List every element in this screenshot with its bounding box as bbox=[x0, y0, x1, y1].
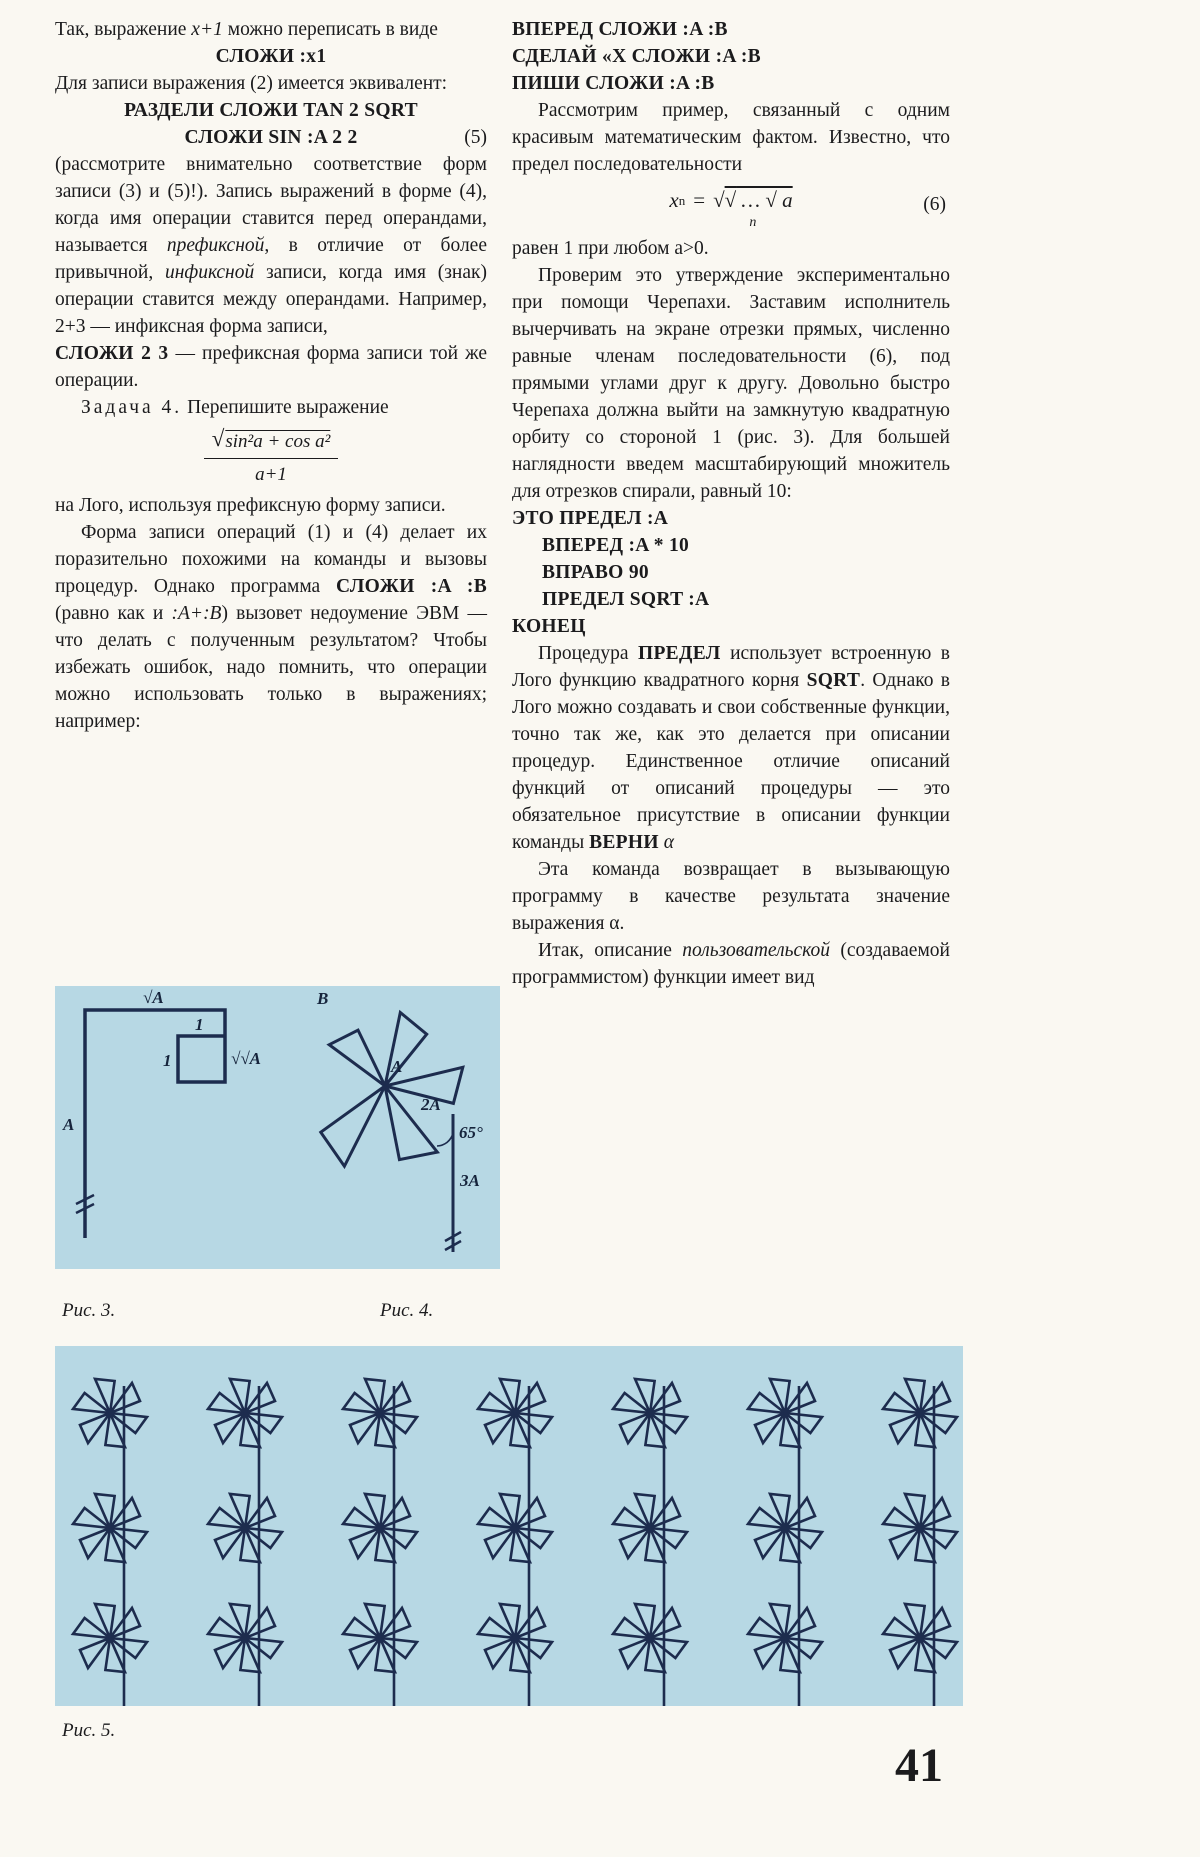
text: использует встроенную в Лого функцию квадратного корня bbox=[512, 643, 950, 691]
radicand: … √ a bbox=[736, 188, 793, 212]
text: Форма записи операций (1) и (4) делает их поразительно похожими на команды и вызовы процедур. Однако программа bbox=[55, 522, 487, 597]
math-inline: x+1 bbox=[191, 19, 223, 40]
text: Так, выражение bbox=[55, 19, 192, 40]
code-line: СЛОЖИ :x1 bbox=[215, 46, 327, 67]
code-line bbox=[55, 124, 487, 151]
equation-6 bbox=[512, 187, 950, 230]
paragraph bbox=[512, 937, 950, 991]
task-heading bbox=[55, 394, 487, 421]
equation-5 bbox=[55, 97, 487, 151]
text: , в отличие от более привычной, bbox=[55, 235, 487, 283]
equation-number: (5) bbox=[464, 127, 487, 148]
radical-sign: √ bbox=[713, 188, 725, 212]
radicand: sin²a + cos a² bbox=[225, 431, 331, 452]
text: (рассмотрите внимательно соответствие форм записи (3) и (5)!). Запись выражений в форме (4), когда имя операции ставится перед операндами, называется bbox=[55, 154, 487, 256]
emphasis: пользовательской bbox=[682, 940, 831, 961]
code-inline: ПРЕДЕЛ bbox=[638, 643, 721, 664]
right-column bbox=[512, 16, 950, 991]
code-line: ЭТО ПРЕДЕЛ :A bbox=[512, 508, 669, 529]
text: можно переписать в виде bbox=[222, 19, 438, 40]
radical bbox=[713, 187, 793, 214]
figure-3-4-panel bbox=[55, 986, 500, 1269]
code-line: СДЕЛАЙ «X СЛОЖИ :A :B bbox=[512, 46, 761, 67]
fraction bbox=[204, 428, 339, 488]
text: — префиксная форма записи той же операции. bbox=[55, 343, 487, 391]
fig4-label-B: B bbox=[317, 989, 329, 1008]
text: Проверим это утверждение экспериментально при помощи Черепахи. Заставим исполнитель вычерчивать на экране отрезки прямых, численно равные членам последовательности (6), под прямыми углами друг к другу. Довольно быстро Черепаха должна выйти на замкнутую квадратную орбиту со стороной 1 (рис. 3). Для большей наглядности введем масштабирующий множитель для отрезков спирали, равный 10: bbox=[512, 265, 950, 502]
code-inline: ВЕРНИ bbox=[589, 832, 659, 853]
fraction-denominator: a+1 bbox=[204, 458, 339, 488]
text: (равно как и bbox=[55, 603, 172, 624]
fig3-label-one-left: 1 bbox=[163, 1051, 172, 1070]
math-subscript: n bbox=[678, 193, 686, 208]
paragraph bbox=[512, 235, 950, 262]
underbrace-label: n bbox=[749, 215, 757, 230]
equals-sign: = bbox=[693, 188, 706, 212]
text: Процедура bbox=[538, 643, 638, 664]
paragraph bbox=[55, 16, 487, 43]
text: СЛОЖИ SIN :A 2 2 bbox=[184, 127, 358, 148]
text: (создаваемой программистом) функции имеет вид bbox=[512, 940, 950, 988]
text: Итак, описание bbox=[538, 940, 683, 961]
equation-number: (6) bbox=[923, 194, 946, 215]
paragraph bbox=[512, 856, 950, 937]
paragraph bbox=[55, 340, 487, 394]
fig4-label-angle: 65° bbox=[459, 1123, 483, 1142]
paragraph bbox=[55, 519, 487, 735]
procedure-listing bbox=[512, 505, 950, 640]
text: Для записи выражения (2) имеется эквивалент: bbox=[55, 73, 448, 94]
figure-4-caption: Рис. 4. bbox=[380, 1300, 434, 1321]
code-line: КОНЕЦ bbox=[512, 616, 586, 637]
code-inline: СЛОЖИ 2 3 bbox=[55, 343, 169, 364]
code-line: ПРЕДЕЛ SQRT :A bbox=[542, 589, 710, 610]
math-var: α bbox=[658, 832, 674, 853]
fig3-label-sqrt-sqrtA: √√A bbox=[231, 1049, 261, 1068]
text: записи, когда имя (знак) операции ставится между операндами. Например, 2+3 — инфиксная форма записи, bbox=[55, 262, 487, 337]
paragraph bbox=[512, 640, 950, 856]
fig5-pinwheel-grid bbox=[55, 1346, 963, 1706]
fig4-label-2A: 2A bbox=[421, 1095, 441, 1114]
text: равен 1 при любом a>0. bbox=[512, 238, 709, 259]
text: Перепишите выражение bbox=[187, 397, 389, 418]
text: Рассмотрим пример, связанный с одним красивым математическим фактом. Известно, что предел последовательности bbox=[512, 100, 950, 175]
text: на Лого, используя префиксную форму записи. bbox=[55, 495, 446, 516]
task-label: Задача 4. bbox=[81, 397, 183, 418]
code-line: ВПРАВО 90 bbox=[542, 562, 649, 583]
fig3-fig4-drawing bbox=[55, 986, 500, 1269]
text: . Однако в Лого можно создавать и свои собственные функции, точно так же, как это делается при описании процедур. Единственное отличие описаний функций от описаний процедуры — это обязательное присутствие в описании функции команды bbox=[512, 670, 950, 853]
figure-5-caption: Рис. 5. bbox=[62, 1720, 116, 1741]
fig5-columns bbox=[69, 1372, 961, 1706]
paragraph bbox=[512, 97, 950, 178]
emphasis: префиксной bbox=[166, 235, 265, 256]
fraction-numerator bbox=[204, 428, 339, 458]
fig4-triangle-spiral bbox=[314, 989, 483, 1252]
page-number: 41 bbox=[895, 1739, 943, 1792]
equation-task4 bbox=[55, 428, 487, 488]
fig3-label-sqrtA: √A bbox=[143, 988, 164, 1007]
math-var: x bbox=[669, 188, 679, 212]
code-inline: СЛОЖИ :A :B bbox=[335, 576, 487, 597]
code-line: ВПЕРЕД :A * 10 bbox=[542, 535, 690, 556]
code-line: РАЗДЕЛИ СЛОЖИ TAN 2 SQRT bbox=[124, 100, 418, 121]
figure-5-panel bbox=[55, 1346, 963, 1706]
code-line: ВПЕРЕД СЛОЖИ :A :B bbox=[512, 19, 728, 40]
code-line: ПИШИ СЛОЖИ :A :B bbox=[512, 73, 715, 94]
code-inline: SQRT bbox=[806, 670, 861, 691]
radical-sign: √ bbox=[724, 188, 737, 212]
paragraph bbox=[55, 151, 487, 340]
paragraph bbox=[512, 262, 950, 505]
text: ) вызовет недоумение ЭВМ — что делать с полученным результатом? Чтобы избежать ошибок, надо помнить, что операции можно использовать только в выражениях; например: bbox=[55, 603, 487, 732]
emphasis: инфиксной bbox=[164, 262, 255, 283]
left-column bbox=[55, 16, 487, 735]
math-inline: :A+:B bbox=[171, 603, 222, 624]
radical-sign: √ bbox=[211, 426, 225, 451]
fig3-label-A: A bbox=[63, 1115, 75, 1134]
formula bbox=[669, 187, 792, 230]
figure-3-caption: Рис. 3. bbox=[62, 1300, 116, 1321]
nested-radical bbox=[713, 187, 793, 230]
fig4-label-A: A bbox=[391, 1057, 403, 1076]
paragraph bbox=[55, 492, 487, 519]
fig4-label-3A: 3A bbox=[460, 1171, 480, 1190]
text: Эта команда возвращает в вызывающую программу в качестве результата значение выражения α. bbox=[512, 859, 950, 934]
fig3-spiral bbox=[62, 988, 261, 1238]
fig3-label-one-top: 1 bbox=[195, 1015, 204, 1034]
paragraph bbox=[55, 70, 487, 97]
